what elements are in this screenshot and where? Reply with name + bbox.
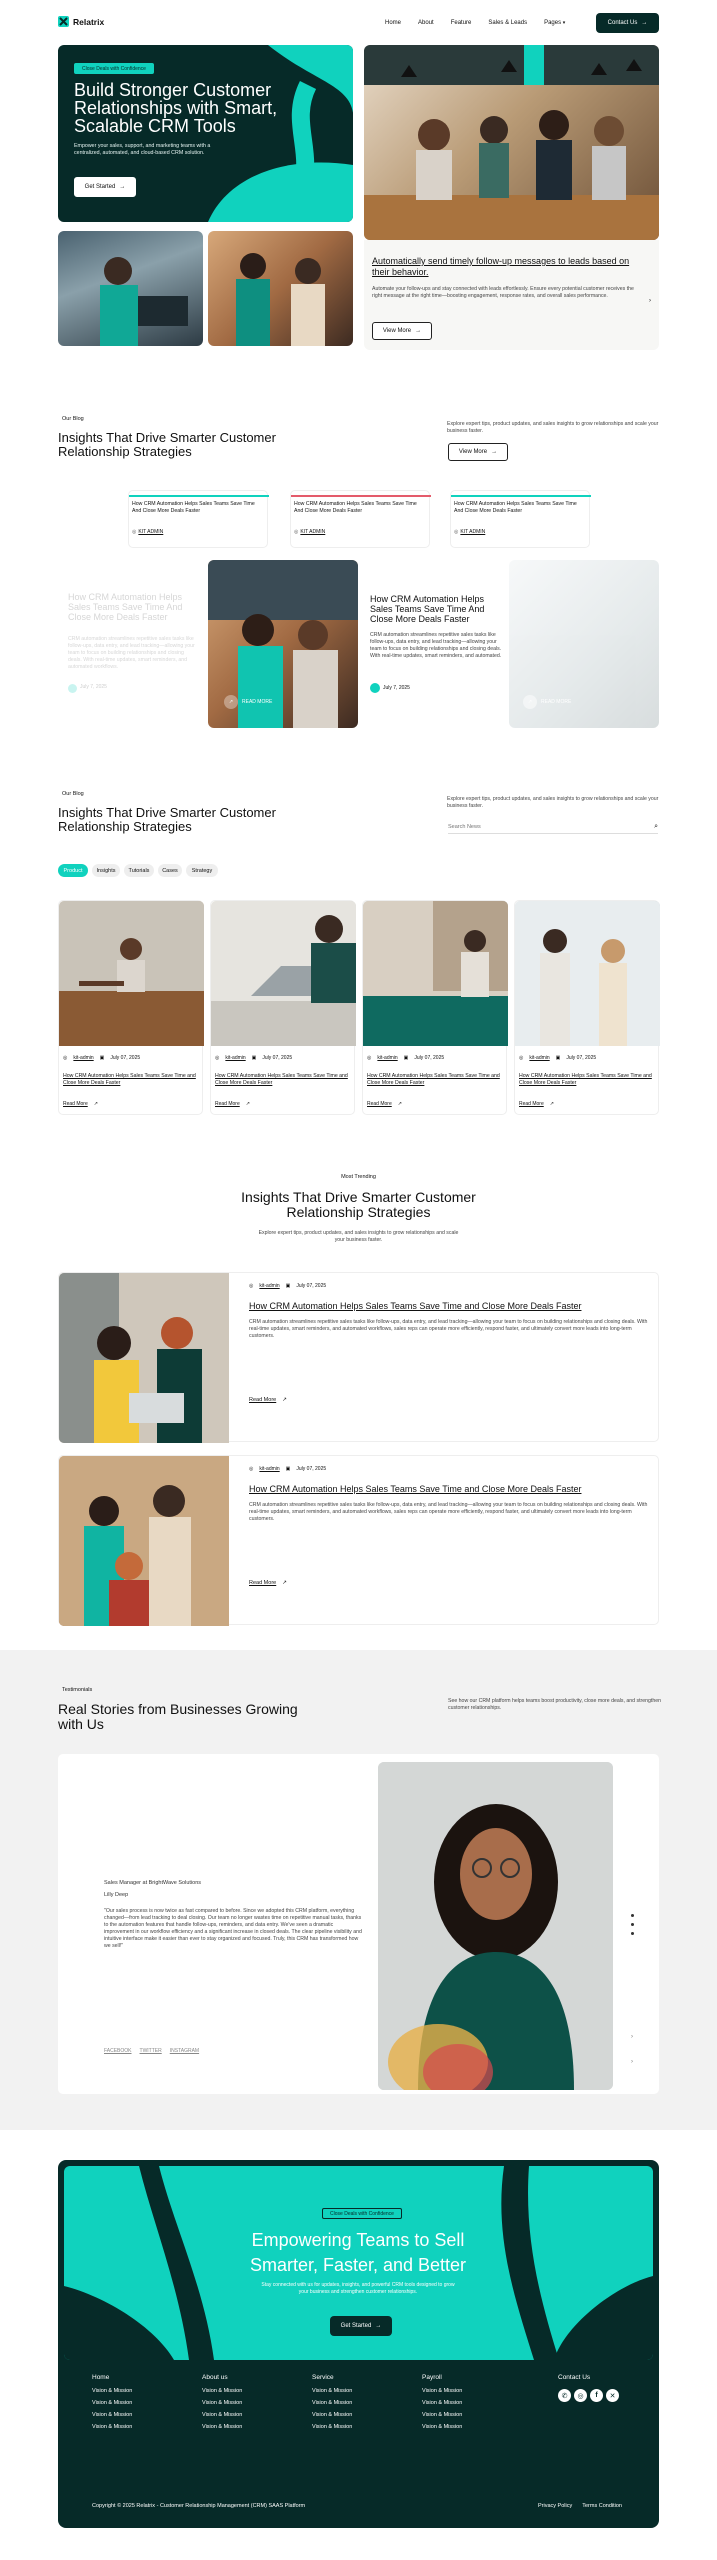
footer-link[interactable]: Vision & Mission	[422, 2412, 463, 2418]
arrow-up-right-icon: ↗	[93, 1101, 98, 1107]
footer-link[interactable]: Vision & Mission	[202, 2424, 243, 2430]
user-icon: ◎	[63, 1055, 68, 1061]
testimonial-name: Lilly Deep	[104, 1892, 129, 1898]
carousel-date-text: July 7, 2025	[383, 685, 410, 691]
blog-card-meta	[367, 1055, 444, 1061]
blog-card-date: July 07, 2025	[262, 1055, 293, 1061]
footer-contact	[558, 2374, 619, 2402]
carousel-faded-left	[58, 560, 208, 728]
read-more-label: Read More	[63, 1101, 88, 1107]
arrow-right-icon: →	[119, 184, 126, 190]
trending-title: Insights That Drive Smarter Customer Relationship Strategies	[241, 1189, 476, 1220]
cta-get-started-label: Get Started	[340, 2323, 372, 2329]
get-started-button[interactable]	[74, 177, 136, 197]
mini-card-title: How CRM Automation Helps Sales Teams Save Time And Close More Deals Faster	[294, 501, 417, 514]
x-icon[interactable]: ✕	[606, 2389, 619, 2402]
search-bar[interactable]	[448, 820, 658, 834]
faded-date-text: July 7, 2025	[80, 684, 107, 690]
carousel-text: CRM automation streamlines repetitive sales tasks like follow-ups, data entry, and lead tracking—allowing your team to focus on building relationships and closing deals. With real-time updates, smart reminders, and automated.	[370, 632, 502, 659]
read-more-label: Read More	[215, 1101, 240, 1107]
footer-link[interactable]: Vision & Mission	[422, 2400, 463, 2406]
blog-card-image	[363, 901, 508, 1046]
trending-author[interactable]: kit-admin	[259, 1466, 280, 1472]
blog-card-author[interactable]: kit-admin	[529, 1055, 550, 1061]
faded-title: How CRM Automation Helps Sales Teams Save Time And Close More Deals Faster	[68, 592, 183, 622]
trending-desc: Explore expert tips, product updates, and sales insights to grow relationships and scale your business faster.	[258, 1230, 459, 1243]
search-input[interactable]	[448, 824, 628, 830]
calendar-icon	[68, 684, 77, 693]
hero-subtitle: Empower your sales, support, and marketing teams with a centralized, automated, and cloud-based CRM solution.	[74, 143, 211, 156]
footer-link[interactable]: Vision & Mission	[92, 2400, 133, 2406]
search-icon[interactable]: ⌕	[654, 822, 658, 830]
trending-eyebrow: Most Trending	[341, 1174, 376, 1180]
mini-card-title: How CRM Automation Helps Sales Teams Save Time And Close More Deals Faster	[454, 501, 577, 514]
footer-legal-links	[538, 2503, 622, 2509]
feature-box	[364, 240, 659, 350]
blog-card-grid	[58, 900, 659, 1115]
mini-card-author-name[interactable]: KIT ADMIN	[300, 529, 326, 535]
logo[interactable]	[58, 16, 104, 27]
carousel-title: How CRM Automation Helps Sales Teams Save Time And Close More Deals Faster	[370, 594, 485, 624]
nav-feature[interactable]: Feature	[450, 20, 472, 26]
blog-card-read-more[interactable]	[215, 1101, 250, 1107]
faded-text: CRM automation streamlines repetitive sales tasks like follow-ups, data entry, and lead tracking—allowing your team to focus on building relationships and closing deals. With real-time updates, smart reminders, and automated workflows.	[68, 636, 195, 670]
carousel-read-more[interactable]	[523, 695, 571, 709]
footer-contact-heading: Contact Us	[558, 2374, 591, 2381]
blog-card[interactable]	[514, 900, 659, 1115]
dot-icon[interactable]	[631, 1923, 634, 1926]
blog-card-image	[211, 901, 356, 1046]
mini-card-author-name[interactable]: KIT ADMIN	[138, 529, 164, 535]
main-nav	[385, 20, 565, 26]
nav-pages[interactable]	[544, 20, 565, 26]
user-icon: ◎	[249, 1283, 254, 1289]
arrow-right-icon: →	[641, 20, 648, 26]
cta-badge: Close Deals with Confidence	[322, 2208, 402, 2219]
arrow-up-right-icon: ↗	[282, 1397, 287, 1403]
privacy-policy-link[interactable]: Privacy Policy	[538, 2503, 573, 2509]
contact-us-label: Contact Us	[607, 20, 638, 26]
blog1-title: Insights That Drive Smarter Customer Relationship Strategies	[58, 430, 276, 459]
carousel-main-photo	[208, 560, 358, 728]
testimonial-role: Sales Manager at BrightWave Solutions	[104, 1880, 202, 1886]
filter-tutorials[interactable]: Tutorials	[124, 864, 154, 877]
trending-date: July 07, 2025	[296, 1283, 327, 1289]
mini-card-author	[132, 529, 163, 535]
calendar-icon	[370, 683, 380, 693]
chevron-right-icon[interactable]: ›	[631, 2059, 633, 2065]
trending-item[interactable]	[58, 1455, 659, 1625]
feature-view-more-label: View More	[382, 328, 412, 334]
footer-heading: About us	[202, 2374, 228, 2381]
cta-desc: Stay connected with us for updates, insights, and powerful CRM tools designed to grow your business and strengthen customer relationships.	[261, 2282, 455, 2295]
feature-text: Automate your follow-ups and stay connected with leads effortlessly. Ensure every potential customer receives the right message at the right time—boosting engagement, response rates, and overall sales performance.	[372, 286, 634, 299]
blog-card-meta	[519, 1055, 596, 1061]
filter-insights[interactable]: Insights	[92, 864, 120, 877]
mini-card-author	[294, 529, 325, 535]
blog-card[interactable]	[58, 900, 203, 1115]
trending-date: July 07, 2025	[296, 1466, 327, 1472]
footer-heading: Service	[312, 2374, 334, 2381]
footer-link[interactable]: Vision & Mission	[312, 2388, 353, 2394]
footer-link[interactable]: Vision & Mission	[92, 2388, 133, 2394]
header	[0, 0, 717, 45]
footer-link[interactable]: Vision & Mission	[202, 2388, 243, 2394]
filter-product[interactable]: Product	[58, 864, 88, 877]
blog-card-read-more[interactable]	[367, 1101, 402, 1107]
read-more-label: Read More	[249, 1580, 277, 1586]
footer-link[interactable]: Vision & Mission	[202, 2400, 243, 2406]
calendar-icon: ▣	[285, 1283, 291, 1289]
footer-col-service	[312, 2374, 352, 2433]
carousel-date	[370, 683, 410, 693]
faded-date	[68, 684, 107, 693]
trending-read-more[interactable]	[249, 1580, 287, 1586]
blog-card-read-more[interactable]	[63, 1101, 98, 1107]
user-icon: ◎	[519, 1055, 524, 1061]
footer-link[interactable]: Vision & Mission	[422, 2388, 463, 2394]
mini-card-accent	[129, 495, 269, 497]
mini-card[interactable]	[290, 490, 430, 548]
feature-link[interactable]: Automatically send timely follow-up messages to leads based on their behavior.	[372, 256, 630, 277]
chevron-right-icon[interactable]: ›	[631, 2034, 633, 2040]
logo-text: Relatrix	[73, 16, 105, 27]
testimonial-photo	[378, 1762, 613, 2090]
blog-card-image	[59, 901, 204, 1046]
dot-icon[interactable]	[631, 1914, 634, 1917]
blog-card-title[interactable]: How CRM Automation Helps Sales Teams Save Time and Close More Deals Faster	[367, 1073, 500, 1086]
mini-card-title: How CRM Automation Helps Sales Teams Save Time And Close More Deals Faster	[132, 501, 255, 514]
blog2-eyebrow: Our Blog	[62, 791, 84, 797]
instagram-icon[interactable]: ◎	[574, 2389, 587, 2402]
footer-link[interactable]: Vision & Mission	[202, 2412, 243, 2418]
blog-card-date: July 07, 2025	[414, 1055, 445, 1061]
footer-heading: Payroll	[422, 2374, 442, 2381]
hero-badge: Close Deals with Confidence	[74, 63, 154, 74]
footer-copyright: Copyright © 2025 Relatrix - Customer Relationship Management (CRM) SAAS Platform	[92, 2503, 306, 2509]
trending-meta	[249, 1283, 326, 1289]
trending-item-image	[59, 1456, 229, 1626]
blog2-title: Insights That Drive Smarter Customer Relationship Strategies	[58, 805, 276, 834]
user-icon: ◎	[294, 529, 299, 535]
footer-social-icons	[558, 2389, 619, 2402]
mini-card-author	[454, 529, 485, 535]
blog-card-meta	[215, 1055, 292, 1061]
trending-author[interactable]: kit-admin	[259, 1283, 280, 1289]
footer-heading: Home	[92, 2374, 110, 2381]
feature-view-more-button[interactable]	[372, 322, 432, 340]
calendar-icon: ▣	[555, 1055, 561, 1061]
hero-photo-two-women	[208, 231, 353, 346]
nav-about[interactable]: About	[418, 20, 434, 26]
blog-card-title[interactable]: How CRM Automation Helps Sales Teams Save Time and Close More Deals Faster	[63, 1073, 196, 1086]
user-icon: ◎	[215, 1055, 220, 1061]
blog-card-title[interactable]: How CRM Automation Helps Sales Teams Save Time and Close More Deals Faster	[519, 1073, 652, 1086]
carousel-read-more-label: READ MORE	[242, 699, 273, 705]
dot-icon[interactable]	[631, 1932, 634, 1935]
calendar-icon: ▣	[285, 1466, 291, 1472]
trending-read-more[interactable]	[249, 1397, 287, 1403]
blog-card-author[interactable]: kit-admin	[73, 1055, 94, 1061]
arrow-up-right-icon: ↗	[245, 1101, 250, 1107]
blog1-desc: Explore expert tips, product updates, and sales insights to grow relationships and scale your business faster.	[447, 421, 659, 434]
arrow-circle-icon: ↗	[523, 695, 537, 709]
blog1-view-more-button[interactable]	[448, 443, 508, 461]
read-more-label: Read More	[249, 1397, 277, 1403]
contact-us-button[interactable]	[596, 13, 659, 33]
trending-item-text: CRM automation streamlines repetitive sales tasks like follow-ups, data entry, and lead tracking—allowing your team to focus on building relationships and closing deals. With real-time updates, smart reminders, and automated workflows, sales reps can operate more efficiently, respond faster, and ultimately convert more leads into long-term customers.	[249, 1319, 648, 1339]
user-icon: ◎	[132, 529, 137, 535]
facebook-icon[interactable]: f	[590, 2389, 603, 2402]
blog-card-read-more[interactable]	[519, 1101, 554, 1107]
user-icon: ◎	[367, 1055, 372, 1061]
whatsapp-icon[interactable]: ✆	[558, 2389, 571, 2402]
blog-card-date: July 07, 2025	[566, 1055, 597, 1061]
chevron-down-icon: ▾	[562, 20, 566, 26]
lamp-illustration	[364, 45, 659, 240]
blog1-view-more-label: View More	[458, 449, 488, 455]
blog-card-date: July 07, 2025	[110, 1055, 141, 1061]
cta-panel	[64, 2166, 653, 2360]
footer-link[interactable]: Vision & Mission	[312, 2412, 353, 2418]
calendar-icon: ▣	[251, 1055, 257, 1061]
footer-link[interactable]: Vision & Mission	[312, 2400, 353, 2406]
trending-item-title[interactable]: How CRM Automation Helps Sales Teams Save Time and Close More Deals Faster	[249, 1484, 582, 1494]
trending-item-text: CRM automation streamlines repetitive sales tasks like follow-ups, data entry, and lead tracking—allowing your team to focus on building relationships and closing deals. With real-time updates, smart reminders, and automated workflows, sales reps can operate more efficiently, respond faster, and ultimately convert more leads into long-term customers.	[249, 1502, 648, 1522]
blog-card[interactable]	[210, 900, 355, 1115]
mini-card-row	[128, 490, 600, 548]
blog1-eyebrow: Our Blog	[62, 416, 84, 422]
testimonial-quote: "Our sales process is now twice as fast compared to before. Since we adopted this CRM platform, everything changed—from lead tracking to deal closing. Our team no longer wastes time on repetitive manual tasks, thanks to the automation features that handle follow-ups, reminders, and data entry. We've seen a dramatic improvement in our workflow efficiency and a significant increase in closed deals. The clear pipeline visibility and intuitive interface make it easier than ever to stay organized and focused. Truly, this CRM has transformed how we sell!"	[104, 1908, 362, 1949]
mini-card-accent	[291, 495, 431, 497]
filter-strategy[interactable]: Strategy	[186, 864, 218, 877]
read-more-label: Read More	[367, 1101, 392, 1107]
carousel-faded-right	[509, 560, 659, 728]
footer-link[interactable]: Vision & Mission	[312, 2424, 353, 2430]
social-links	[104, 2048, 199, 2054]
hero-title: Build Stronger Customer Relationships with Smart, Scalable CRM Tools	[74, 80, 278, 136]
carousel-main-content	[358, 560, 508, 728]
facebook-link[interactable]: FACEBOOK	[104, 2048, 132, 2054]
trending-item-image	[59, 1273, 229, 1443]
arrow-circle-icon: ↗	[224, 695, 238, 709]
testimonials-eyebrow: Testimonials	[62, 1687, 93, 1693]
testimonial-card	[58, 1754, 659, 2094]
footer-link[interactable]: Vision & Mission	[422, 2424, 463, 2430]
faded-read-more-label: READ MORE	[541, 699, 572, 705]
footer-link[interactable]: Vision & Mission	[92, 2424, 133, 2430]
get-started-label: Get Started	[84, 184, 116, 190]
arrow-right-icon: →	[415, 328, 422, 334]
filter-cases[interactable]: Cases	[158, 864, 182, 877]
pagination-dots[interactable]	[631, 1914, 634, 1935]
nav-sales-leads[interactable]: Sales & Leads	[488, 20, 528, 26]
user-icon: ◎	[249, 1466, 254, 1472]
hero-team-photo	[364, 45, 659, 240]
mini-card-author-name[interactable]: KIT ADMIN	[460, 529, 486, 535]
trending-meta	[249, 1466, 326, 1472]
footer-col-about	[202, 2374, 242, 2433]
read-more-label: Read More	[519, 1101, 544, 1107]
mini-card[interactable]	[450, 490, 590, 548]
arrow-right-icon: →	[375, 2323, 382, 2329]
blog2-desc: Explore expert tips, product updates, and sales insights to grow relationships and scale your business faster.	[447, 796, 659, 809]
cta-get-started-button[interactable]	[330, 2316, 392, 2336]
arrow-right-icon: →	[491, 449, 498, 455]
logo-icon	[58, 16, 69, 27]
nav-pages-label: Pages	[544, 20, 562, 26]
trending-item-title[interactable]: How CRM Automation Helps Sales Teams Save Time and Close More Deals Faster	[249, 1301, 582, 1311]
footer-wrapper	[58, 2160, 659, 2528]
footer-col-payroll	[422, 2374, 462, 2433]
hero-photo-woman-laptop	[58, 231, 203, 346]
footer-link[interactable]: Vision & Mission	[92, 2412, 133, 2418]
calendar-icon: ▣	[403, 1055, 409, 1061]
footer-col-home	[92, 2374, 132, 2433]
carousel-read-more[interactable]	[224, 695, 272, 709]
testimonials-desc: See how our CRM platform helps teams boost productivity, close more deals, and strengthen customer relationships.	[448, 1698, 661, 1711]
blog-card-meta	[63, 1055, 140, 1061]
blog-card-author[interactable]: kit-admin	[225, 1055, 246, 1061]
blog-card-image	[515, 901, 660, 1046]
blog-card-author[interactable]: kit-admin	[377, 1055, 398, 1061]
cta-title: Empowering Teams to Sell Smarter, Faster, and Better	[249, 2230, 467, 2275]
hero-card	[58, 45, 353, 222]
user-icon: ◎	[454, 529, 459, 535]
blog-card[interactable]	[362, 900, 507, 1115]
instagram-link[interactable]: INSTAGRAM	[169, 2048, 200, 2054]
testimonials-title: Real Stories from Businesses Growing with Us	[58, 1701, 298, 1732]
filter-tabs	[58, 864, 218, 877]
mini-card-accent	[451, 495, 591, 497]
trending-item[interactable]	[58, 1272, 659, 1442]
twitter-link[interactable]: TWITTER	[139, 2048, 162, 2054]
blog-card-title[interactable]: How CRM Automation Helps Sales Teams Save Time and Close More Deals Faster	[215, 1073, 348, 1086]
terms-condition-link[interactable]: Terms Condition	[582, 2503, 622, 2509]
arrow-up-right-icon: ↗	[282, 1580, 287, 1586]
nav-home[interactable]: Home	[385, 20, 402, 26]
chevron-right-icon[interactable]: ›	[649, 298, 651, 304]
calendar-icon: ▣	[99, 1055, 105, 1061]
arrow-up-right-icon: ↗	[397, 1101, 402, 1107]
testimonials-section	[0, 1650, 717, 2130]
mini-card[interactable]	[128, 490, 268, 548]
arrow-up-right-icon: ↗	[549, 1101, 554, 1107]
